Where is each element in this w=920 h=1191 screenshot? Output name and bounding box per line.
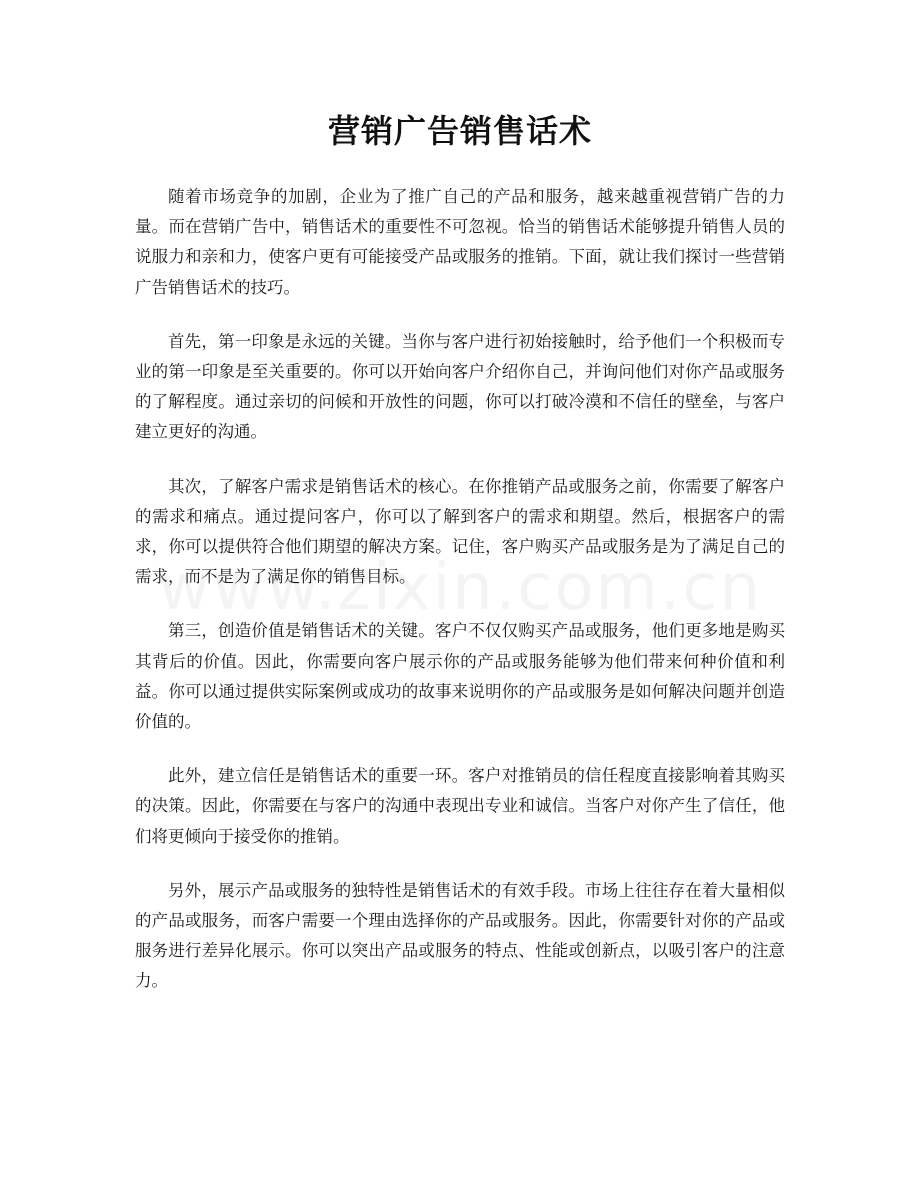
paragraph-uniqueness: 另外，展示产品或服务的独特性是销售话术的有效手段。市场上往往存在着大量相似的产品或服务，而客户需要一个理由选择你的产品或服务。因此，你需要针对你的产品或服务进行差异化展示。你可以突出产品或服务的特点、性能或创新点，以吸引客户的注意力。: [135, 880, 785, 991]
paragraph-customer-needs: 其次，了解客户需求是销售话术的核心。在你推销产品或服务之前，你需要了解客户的需求和痛点。通过提问客户，你可以了解到客户的需求和期望。然后，根据客户的需求，你可以提供符合他们期望的解决方案。记住，客户购买产品或服务是为了满足自己的需求，而不是为了满足你的销售目标。: [135, 476, 785, 587]
paragraph-create-value: 第三，创造价值是销售话术的关键。客户不仅仅购买产品或服务，他们更多地是购买其背后的价值。因此，你需要向客户展示你的产品或服务能够为他们带来何种价值和利益。你可以通过提供实际案例或成功的故事来说明你的产品或服务是如何解决问题并创造价值的。: [135, 621, 785, 732]
document-body: [135, 182, 785, 1021]
page-title: 营销广告销售话术: [327, 112, 592, 150]
paragraph-build-trust: 此外，建立信任是销售话术的重要一环。客户对推销员的信任程度直接影响着其购买的决策。因此，你需要在与客户的沟通中表现出专业和诚信。当客户对你产生了信任，他们将更倾向于接受你的推销。: [135, 766, 785, 846]
paragraph-first-impression: 首先，第一印象是永远的关键。当你与客户进行初始接触时，给予他们一个积极而专业的第一印象是至关重要的。你可以开始向客户介绍你自己，并询问他们对你产品或服务的了解程度。通过亲切的问候和开放性的问题，你可以打破冷漠和不信任的壁垒，与客户建立更好的沟通。: [135, 331, 785, 442]
paragraph-intro: 随着市场竞争的加剧，企业为了推广自己的产品和服务，越来越重视营销广告的力量。而在营销广告中，销售话术的重要性不可忽视。恰当的销售话术能够提升销售人员的说服力和亲和力，使客户更有可能接受产品或服务的推销。下面，就让我们探讨一些营销广告销售话术的技巧。: [135, 187, 785, 297]
